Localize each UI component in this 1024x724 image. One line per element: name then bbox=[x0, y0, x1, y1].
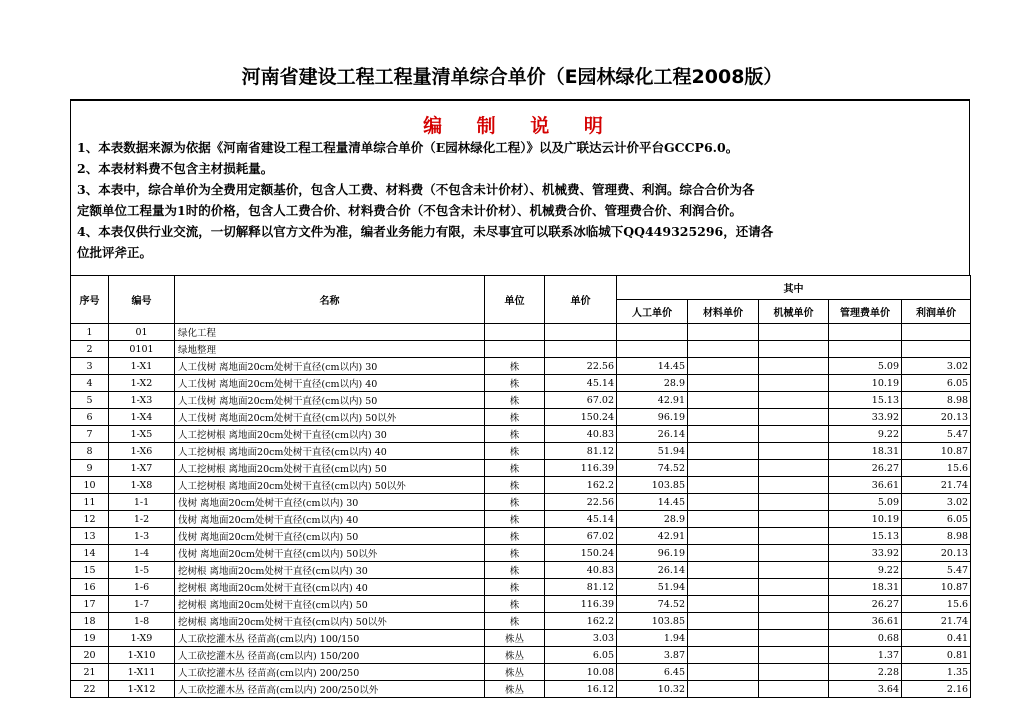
cell-mgmt: 15.13 bbox=[829, 392, 902, 409]
cell-code: 1-7 bbox=[109, 596, 175, 613]
cell-mgmt: 26.27 bbox=[829, 596, 902, 613]
cell-machine bbox=[759, 579, 829, 596]
cell-name: 人工砍挖灌木丛 径苗高(cm以内) 200/250以外 bbox=[175, 681, 485, 698]
notes-line: 4、本表仅供行业交流，一切解释以官方文件为准，编者业务能力有限，未尽事宜可以联系冰临城下QQ449325296，还请各 bbox=[77, 224, 774, 239]
cell-unit: 株 bbox=[485, 596, 545, 613]
cell-machine bbox=[759, 460, 829, 477]
cell-code: 1-X10 bbox=[109, 647, 175, 664]
cell-mgmt: 18.31 bbox=[829, 443, 902, 460]
cell-name: 人工挖树根 离地面20cm处树干直径(cm以内) 40 bbox=[175, 443, 485, 460]
cell-labor: 96.19 bbox=[617, 545, 688, 562]
cell-labor: 6.45 bbox=[617, 664, 688, 681]
cell-mgmt: 33.92 bbox=[829, 409, 902, 426]
cell-unit: 株 bbox=[485, 528, 545, 545]
cell-code: 1-X9 bbox=[109, 630, 175, 647]
cell-seq: 3 bbox=[71, 358, 109, 375]
cell-machine bbox=[759, 647, 829, 664]
cell-price: 40.83 bbox=[545, 426, 617, 443]
cell-code: 1-2 bbox=[109, 511, 175, 528]
cell-name: 人工伐树 离地面20cm处树干直径(cm以内) 50以外 bbox=[175, 409, 485, 426]
cell-price bbox=[545, 324, 617, 341]
cell-seq: 4 bbox=[71, 375, 109, 392]
cell-labor: 51.94 bbox=[617, 579, 688, 596]
header-name: 名称 bbox=[175, 276, 485, 324]
cell-price: 116.39 bbox=[545, 596, 617, 613]
cell-mgmt: 15.13 bbox=[829, 528, 902, 545]
cell-unit: 株 bbox=[485, 426, 545, 443]
cell-price: 67.02 bbox=[545, 392, 617, 409]
cell-price: 6.05 bbox=[545, 647, 617, 664]
cell-unit: 株丛 bbox=[485, 647, 545, 664]
cell-material bbox=[688, 477, 759, 494]
cell-seq: 19 bbox=[71, 630, 109, 647]
cell-code: 1-X3 bbox=[109, 392, 175, 409]
cell-name: 伐树 离地面20cm处树干直径(cm以内) 50以外 bbox=[175, 545, 485, 562]
cell-machine bbox=[759, 562, 829, 579]
cell-labor: 74.52 bbox=[617, 460, 688, 477]
table-row bbox=[71, 392, 971, 409]
cell-seq: 20 bbox=[71, 647, 109, 664]
cell-machine bbox=[759, 681, 829, 698]
cell-name: 人工挖树根 离地面20cm处树干直径(cm以内) 50 bbox=[175, 460, 485, 477]
cell-seq: 15 bbox=[71, 562, 109, 579]
cell-seq: 9 bbox=[71, 460, 109, 477]
cell-material bbox=[688, 375, 759, 392]
cell-profit: 15.6 bbox=[902, 460, 971, 477]
cell-profit: 5.47 bbox=[902, 562, 971, 579]
cell-mgmt: 36.61 bbox=[829, 613, 902, 630]
header-group: 其中 bbox=[617, 276, 971, 300]
cell-profit: 21.74 bbox=[902, 477, 971, 494]
cell-unit: 株 bbox=[485, 511, 545, 528]
cell-seq: 12 bbox=[71, 511, 109, 528]
cell-seq: 2 bbox=[71, 341, 109, 358]
cell-mgmt: 36.61 bbox=[829, 477, 902, 494]
cell-material bbox=[688, 511, 759, 528]
cell-machine bbox=[759, 358, 829, 375]
cell-machine bbox=[759, 477, 829, 494]
cell-seq: 17 bbox=[71, 596, 109, 613]
cell-machine bbox=[759, 409, 829, 426]
cell-material bbox=[688, 613, 759, 630]
cell-material bbox=[688, 341, 759, 358]
cell-labor: 28.9 bbox=[617, 511, 688, 528]
table-row bbox=[71, 426, 971, 443]
cell-name: 绿地整理 bbox=[175, 341, 485, 358]
cell-seq: 14 bbox=[71, 545, 109, 562]
cell-unit: 株 bbox=[485, 545, 545, 562]
table-row bbox=[71, 358, 971, 375]
table-row bbox=[71, 630, 971, 647]
price-sheet bbox=[70, 99, 970, 698]
cell-material bbox=[688, 392, 759, 409]
cell-labor: 26.14 bbox=[617, 426, 688, 443]
cell-labor: 42.91 bbox=[617, 528, 688, 545]
notes-line: 3、本表中，综合单价为全费用定额基价，包含人工费、材料费（不包含未计价材）、机械费、管理费、利润。综合合价为各 bbox=[77, 182, 755, 197]
cell-labor: 103.85 bbox=[617, 613, 688, 630]
cell-code: 01 bbox=[109, 324, 175, 341]
cell-mgmt: 10.19 bbox=[829, 511, 902, 528]
cell-code: 1-1 bbox=[109, 494, 175, 511]
table-body bbox=[71, 324, 971, 698]
cell-code: 1-X12 bbox=[109, 681, 175, 698]
cell-mgmt: 5.09 bbox=[829, 358, 902, 375]
cell-unit: 株 bbox=[485, 358, 545, 375]
cell-code: 1-8 bbox=[109, 613, 175, 630]
cell-seq: 21 bbox=[71, 664, 109, 681]
cell-machine bbox=[759, 511, 829, 528]
cell-code: 1-6 bbox=[109, 579, 175, 596]
cell-code: 1-X4 bbox=[109, 409, 175, 426]
cell-labor: 3.87 bbox=[617, 647, 688, 664]
cell-name: 人工伐树 离地面20cm处树干直径(cm以内) 30 bbox=[175, 358, 485, 375]
notes-line: 位批评斧正。 bbox=[77, 245, 153, 260]
cell-machine bbox=[759, 443, 829, 460]
cell-profit bbox=[902, 324, 971, 341]
cell-machine bbox=[759, 613, 829, 630]
cell-profit: 3.02 bbox=[902, 358, 971, 375]
cell-machine bbox=[759, 545, 829, 562]
cell-mgmt: 3.64 bbox=[829, 681, 902, 698]
cell-material bbox=[688, 324, 759, 341]
cell-seq: 6 bbox=[71, 409, 109, 426]
table-row bbox=[71, 664, 971, 681]
header-machine: 机械单价 bbox=[759, 300, 829, 324]
cell-code: 0101 bbox=[109, 341, 175, 358]
table-row bbox=[71, 375, 971, 392]
cell-labor: 26.14 bbox=[617, 562, 688, 579]
cell-labor: 42.91 bbox=[617, 392, 688, 409]
table-row bbox=[71, 443, 971, 460]
cell-unit: 株 bbox=[485, 579, 545, 596]
cell-price: 3.03 bbox=[545, 630, 617, 647]
cell-mgmt: 9.22 bbox=[829, 426, 902, 443]
cell-profit: 5.47 bbox=[902, 426, 971, 443]
cell-labor: 10.32 bbox=[617, 681, 688, 698]
cell-unit: 株丛 bbox=[485, 681, 545, 698]
table-row bbox=[71, 596, 971, 613]
cell-name: 人工挖树根 离地面20cm处树干直径(cm以内) 50以外 bbox=[175, 477, 485, 494]
cell-name: 人工砍挖灌木丛 径苗高(cm以内) 100/150 bbox=[175, 630, 485, 647]
table-row bbox=[71, 613, 971, 630]
cell-material bbox=[688, 647, 759, 664]
cell-code: 1-4 bbox=[109, 545, 175, 562]
cell-price: 45.14 bbox=[545, 511, 617, 528]
cell-labor: 103.85 bbox=[617, 477, 688, 494]
notes-line: 2、本表材料费不包含主材损耗量。 bbox=[77, 161, 274, 176]
notes-heading: 编 制 说 明 bbox=[423, 115, 617, 137]
cell-code: 1-5 bbox=[109, 562, 175, 579]
cell-labor: 96.19 bbox=[617, 409, 688, 426]
header-labor: 人工单价 bbox=[617, 300, 688, 324]
cell-profit: 21.74 bbox=[902, 613, 971, 630]
cell-machine bbox=[759, 664, 829, 681]
cell-material bbox=[688, 545, 759, 562]
cell-seq: 13 bbox=[71, 528, 109, 545]
header-material: 材料单价 bbox=[688, 300, 759, 324]
cell-material bbox=[688, 443, 759, 460]
cell-labor: 1.94 bbox=[617, 630, 688, 647]
cell-seq: 10 bbox=[71, 477, 109, 494]
cell-name: 挖树根 离地面20cm处树干直径(cm以内) 40 bbox=[175, 579, 485, 596]
cell-name: 人工砍挖灌木丛 径苗高(cm以内) 150/200 bbox=[175, 647, 485, 664]
cell-price: 10.08 bbox=[545, 664, 617, 681]
cell-seq: 7 bbox=[71, 426, 109, 443]
cell-name: 人工伐树 离地面20cm处树干直径(cm以内) 40 bbox=[175, 375, 485, 392]
cell-name: 伐树 离地面20cm处树干直径(cm以内) 50 bbox=[175, 528, 485, 545]
cell-unit: 株丛 bbox=[485, 630, 545, 647]
cell-price: 116.39 bbox=[545, 460, 617, 477]
cell-name: 伐树 离地面20cm处树干直径(cm以内) 30 bbox=[175, 494, 485, 511]
cell-price: 22.56 bbox=[545, 494, 617, 511]
table-row bbox=[71, 579, 971, 596]
cell-unit bbox=[485, 341, 545, 358]
cell-price: 162.2 bbox=[545, 477, 617, 494]
cell-seq: 1 bbox=[71, 324, 109, 341]
cell-code: 1-X6 bbox=[109, 443, 175, 460]
table-row bbox=[71, 681, 971, 698]
cell-price: 45.14 bbox=[545, 375, 617, 392]
cell-labor: 74.52 bbox=[617, 596, 688, 613]
cell-unit: 株 bbox=[485, 613, 545, 630]
notes-line: 定额单位工程量为1时的价格，包含人工费合价、材料费合价（不包含未计价材）、机械费合价、管理费合价、利润合价。 bbox=[77, 203, 742, 218]
cell-machine bbox=[759, 528, 829, 545]
header-profit: 利润单价 bbox=[902, 300, 971, 324]
cell-profit: 10.87 bbox=[902, 443, 971, 460]
cell-name: 挖树根 离地面20cm处树干直径(cm以内) 30 bbox=[175, 562, 485, 579]
cell-code: 1-X2 bbox=[109, 375, 175, 392]
cell-unit: 株 bbox=[485, 460, 545, 477]
cell-profit: 8.98 bbox=[902, 392, 971, 409]
cell-material bbox=[688, 358, 759, 375]
cell-price: 150.24 bbox=[545, 409, 617, 426]
cell-machine bbox=[759, 392, 829, 409]
cell-name: 挖树根 离地面20cm处树干直径(cm以内) 50以外 bbox=[175, 613, 485, 630]
cell-mgmt: 10.19 bbox=[829, 375, 902, 392]
cell-profit bbox=[902, 341, 971, 358]
cell-mgmt: 18.31 bbox=[829, 579, 902, 596]
cell-labor: 14.45 bbox=[617, 494, 688, 511]
cell-profit: 10.87 bbox=[902, 579, 971, 596]
cell-unit: 株 bbox=[485, 392, 545, 409]
cell-seq: 5 bbox=[71, 392, 109, 409]
cell-price: 67.02 bbox=[545, 528, 617, 545]
cell-mgmt: 5.09 bbox=[829, 494, 902, 511]
cell-material bbox=[688, 494, 759, 511]
table-row bbox=[71, 341, 971, 358]
cell-labor: 28.9 bbox=[617, 375, 688, 392]
cell-unit: 株 bbox=[485, 477, 545, 494]
cell-profit: 6.05 bbox=[902, 375, 971, 392]
cell-profit: 15.6 bbox=[902, 596, 971, 613]
cell-labor bbox=[617, 324, 688, 341]
header-code: 编号 bbox=[109, 276, 175, 324]
cell-profit: 20.13 bbox=[902, 545, 971, 562]
cell-price: 162.2 bbox=[545, 613, 617, 630]
header-seq: 序号 bbox=[71, 276, 109, 324]
cell-machine bbox=[759, 630, 829, 647]
header-price: 单价 bbox=[545, 276, 617, 324]
cell-mgmt: 9.22 bbox=[829, 562, 902, 579]
table-row bbox=[71, 562, 971, 579]
cell-material bbox=[688, 426, 759, 443]
cell-machine bbox=[759, 494, 829, 511]
cell-code: 1-X11 bbox=[109, 664, 175, 681]
table-row bbox=[71, 460, 971, 477]
cell-price: 16.12 bbox=[545, 681, 617, 698]
cell-material bbox=[688, 409, 759, 426]
cell-material bbox=[688, 681, 759, 698]
cell-material bbox=[688, 579, 759, 596]
cell-profit: 0.81 bbox=[902, 647, 971, 664]
cell-name: 挖树根 离地面20cm处树干直径(cm以内) 50 bbox=[175, 596, 485, 613]
cell-price: 22.56 bbox=[545, 358, 617, 375]
cell-material bbox=[688, 596, 759, 613]
cell-price: 81.12 bbox=[545, 579, 617, 596]
cell-price bbox=[545, 341, 617, 358]
cell-code: 1-3 bbox=[109, 528, 175, 545]
cell-unit: 株 bbox=[485, 375, 545, 392]
cell-material bbox=[688, 460, 759, 477]
table-row bbox=[71, 511, 971, 528]
cell-seq: 11 bbox=[71, 494, 109, 511]
cell-machine bbox=[759, 426, 829, 443]
cell-price: 40.83 bbox=[545, 562, 617, 579]
cell-mgmt: 1.37 bbox=[829, 647, 902, 664]
cell-unit: 株 bbox=[485, 562, 545, 579]
cell-name: 人工挖树根 离地面20cm处树干直径(cm以内) 30 bbox=[175, 426, 485, 443]
cell-profit: 3.02 bbox=[902, 494, 971, 511]
cell-profit: 0.41 bbox=[902, 630, 971, 647]
table-row bbox=[71, 545, 971, 562]
cell-unit bbox=[485, 324, 545, 341]
cell-price: 81.12 bbox=[545, 443, 617, 460]
cell-unit: 株丛 bbox=[485, 664, 545, 681]
price-table bbox=[70, 275, 971, 698]
cell-code: 1-X1 bbox=[109, 358, 175, 375]
cell-material bbox=[688, 562, 759, 579]
cell-price: 150.24 bbox=[545, 545, 617, 562]
cell-labor: 14.45 bbox=[617, 358, 688, 375]
cell-machine bbox=[759, 341, 829, 358]
table-row bbox=[71, 528, 971, 545]
cell-seq: 8 bbox=[71, 443, 109, 460]
cell-profit: 6.05 bbox=[902, 511, 971, 528]
cell-profit: 20.13 bbox=[902, 409, 971, 426]
table-row bbox=[71, 647, 971, 664]
cell-code: 1-X5 bbox=[109, 426, 175, 443]
cell-labor bbox=[617, 341, 688, 358]
page-title: 河南省建设工程工程量清单综合单价（E园林绿化工程2008版） bbox=[241, 66, 783, 88]
cell-mgmt: 26.27 bbox=[829, 460, 902, 477]
cell-code: 1-X7 bbox=[109, 460, 175, 477]
table-row bbox=[71, 324, 971, 341]
table-row bbox=[71, 494, 971, 511]
cell-mgmt bbox=[829, 324, 902, 341]
cell-material bbox=[688, 630, 759, 647]
cell-mgmt: 2.28 bbox=[829, 664, 902, 681]
cell-mgmt: 33.92 bbox=[829, 545, 902, 562]
cell-mgmt: 0.68 bbox=[829, 630, 902, 647]
header-mgmt: 管理费单价 bbox=[829, 300, 902, 324]
cell-code: 1-X8 bbox=[109, 477, 175, 494]
cell-profit: 2.16 bbox=[902, 681, 971, 698]
cell-unit: 株 bbox=[485, 443, 545, 460]
table-row bbox=[71, 409, 971, 426]
header-unit: 单位 bbox=[485, 276, 545, 324]
cell-machine bbox=[759, 324, 829, 341]
cell-seq: 18 bbox=[71, 613, 109, 630]
cell-name: 绿化工程 bbox=[175, 324, 485, 341]
cell-material bbox=[688, 528, 759, 545]
cell-seq: 16 bbox=[71, 579, 109, 596]
compilation-notes bbox=[70, 99, 970, 275]
cell-name: 人工砍挖灌木丛 径苗高(cm以内) 200/250 bbox=[175, 664, 485, 681]
table-row bbox=[71, 477, 971, 494]
cell-unit: 株 bbox=[485, 409, 545, 426]
cell-name: 人工伐树 离地面20cm处树干直径(cm以内) 50 bbox=[175, 392, 485, 409]
cell-seq: 22 bbox=[71, 681, 109, 698]
cell-profit: 1.35 bbox=[902, 664, 971, 681]
cell-mgmt bbox=[829, 341, 902, 358]
cell-profit: 8.98 bbox=[902, 528, 971, 545]
cell-machine bbox=[759, 596, 829, 613]
cell-machine bbox=[759, 375, 829, 392]
cell-unit: 株 bbox=[485, 494, 545, 511]
notes-line: 1、本表数据来源为依据《河南省建设工程工程量清单综合单价（E园林绿化工程）》以及广联达云计价平台GCCP6.0。 bbox=[77, 140, 739, 155]
cell-material bbox=[688, 664, 759, 681]
cell-name: 伐树 离地面20cm处树干直径(cm以内) 40 bbox=[175, 511, 485, 528]
cell-labor: 51.94 bbox=[617, 443, 688, 460]
